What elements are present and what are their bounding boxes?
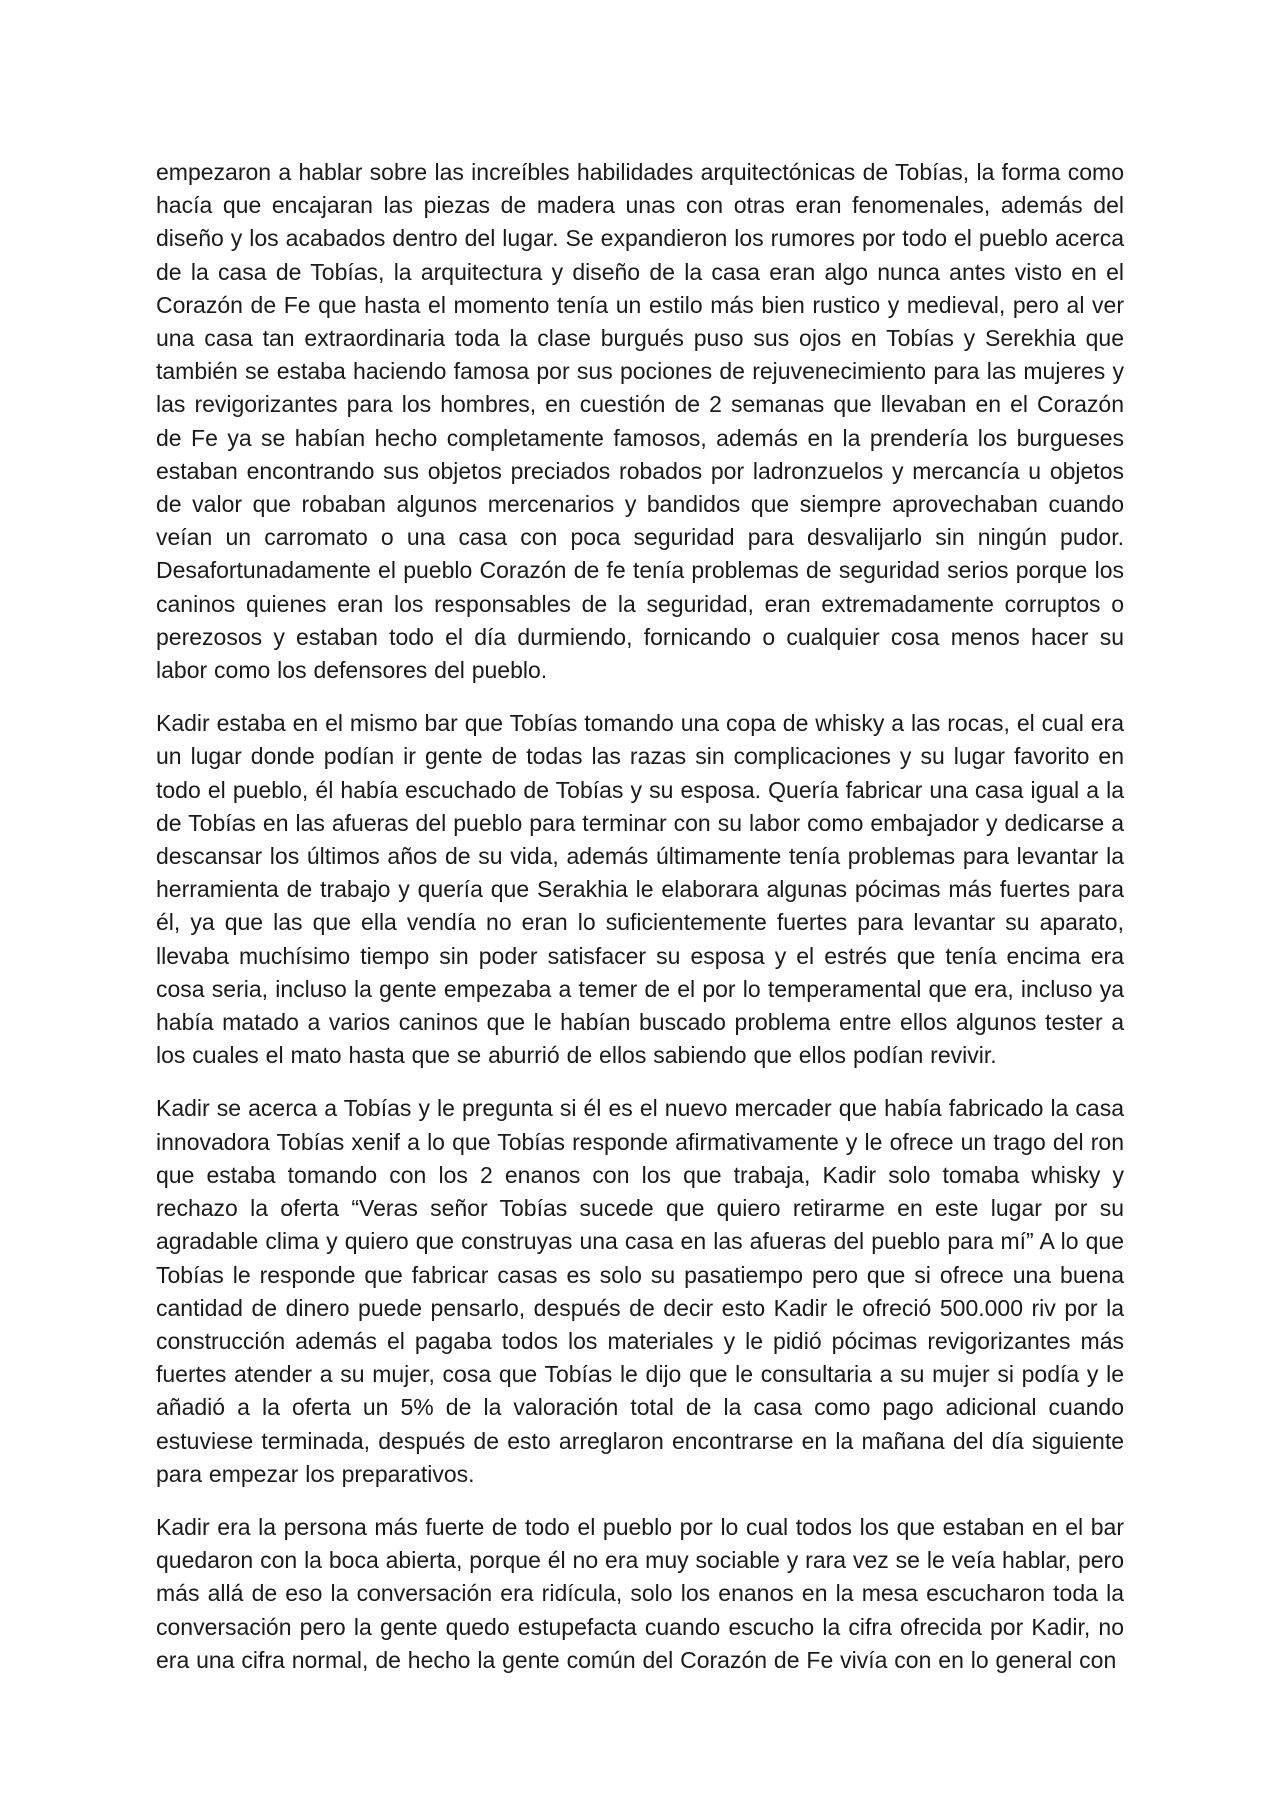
page-body (156, 156, 1124, 1697)
paragraph-3: Kadir se acerca a Tobías y le pregunta si él es el nuevo mercader que había fabricado la casa innovadora Tobías xenif a lo que Tobías responde afirmativamente y le ofrece un trago del ron que estaba tomando con los 2 enanos con los que trabaja, Kadir solo tomaba whisky y rechazo la oferta “Veras señor Tobías sucede que quiero retirarme en este lugar por su agradable clima y quiero que construyas una casa en las afueras del pueblo para mí” A lo que Tobías le responde que fabricar casas es solo su pasatiempo pero que si ofrece una buena cantidad de dinero puede pensarlo, después de decir esto Kadir le ofreció 500.000 riv por la construcción además el pagaba todos los materiales y le pidió pócimas revigorizantes más fuertes atender a su mujer, cosa que Tobías le dijo que le consultaria a su mujer si podía y le añadió a la oferta un 5% de la valoración total de la casa como pago adicional cuando estuviese terminada, después de esto arreglaron encontrarse en la mañana del día siguiente para empezar los preparativos. (156, 1095, 1124, 1487)
paragraph-4: Kadir era la persona más fuerte de todo el pueblo por lo cual todos los que estaban en el bar quedaron con la boca abierta, porque él no era muy sociable y rara vez se le veía hablar, pero más allá de eso la conversación era ridícula, solo los enanos en la mesa escucharon toda la conversación pero la gente quedo estupefacta cuando escucho la cifra ofrecida por Kadir, no era una cifra normal, de hecho la gente común del Corazón de Fe vivía con en lo general con (156, 1513, 1124, 1673)
paragraph-2: Kadir estaba en el mismo bar que Tobías tomando una copa de whisky a las rocas, el cual era un lugar donde podían ir gente de todas las razas sin complicaciones y su lugar favorito en todo el pueblo, él había escuchado de Tobías y su esposa. Quería fabricar una casa igual a la de Tobías en las afueras del pueblo para terminar con su labor como embajador y dedicarse a descansar los últimos años de su vida, además últimamente tenía problemas para levantar la herramienta de trabajo y quería que Serakhia le elaborara algunas pócimas más fuertes para él, ya que las que ella vendía no eran lo suficientemente fuertes para levantar su aparato, llevaba muchísimo tiempo sin poder satisfacer su esposa y el estrés que tenía encima era cosa seria, incluso la gente empezaba a temer de el por lo temperamental que era, incluso ya había matado a varios caninos que le habían buscado problema entre ellos algunos tester a los cuales el mato hasta que se aburrió de ellos sabiendo que ellos podían revivir. (156, 710, 1124, 1069)
paragraph-1: empezaron a hablar sobre las increíbles habilidades arquitectónicas de Tobías, la forma como hacía que encajaran las piezas de madera unas con otras eran fenomenales, además del diseño y los acabados dentro del lugar. Se expandieron los rumores por todo el pueblo acerca de la casa de Tobías, la arquitectura y diseño de la casa eran algo nunca antes visto en el Corazón de Fe que hasta el momento tenía un estilo más bien rustico y medieval, pero al ver una casa tan extraordinaria toda la clase burgués puso sus ojos en Tobías y Serekhia que también se estaba haciendo famosa por sus pociones de rejuvenecimiento para las mujeres y las revigorizantes para los hombres, en cuestión de 2 semanas que llevaban en el Corazón de Fe ya se habían hecho completamente famosos, además en la prendería los burgueses estaban encontrando sus objetos preciados robados por ladronzuelos y mercancía u objetos de valor que robaban algunos mercenarios y bandidos que siempre aprovechaban cuando veían un carromato o una casa con poca seguridad para desvalijarlo sin ningún pudor. Desafortunadamente el pueblo Corazón de fe tenía problemas de seguridad serios porque los caninos quienes eran los responsables de la seguridad, eran extremadamente corruptos o perezosos y estaban todo el día durmiendo, fornicando o cualquier cosa menos hacer su labor como los defensores del pueblo. (156, 159, 1124, 684)
